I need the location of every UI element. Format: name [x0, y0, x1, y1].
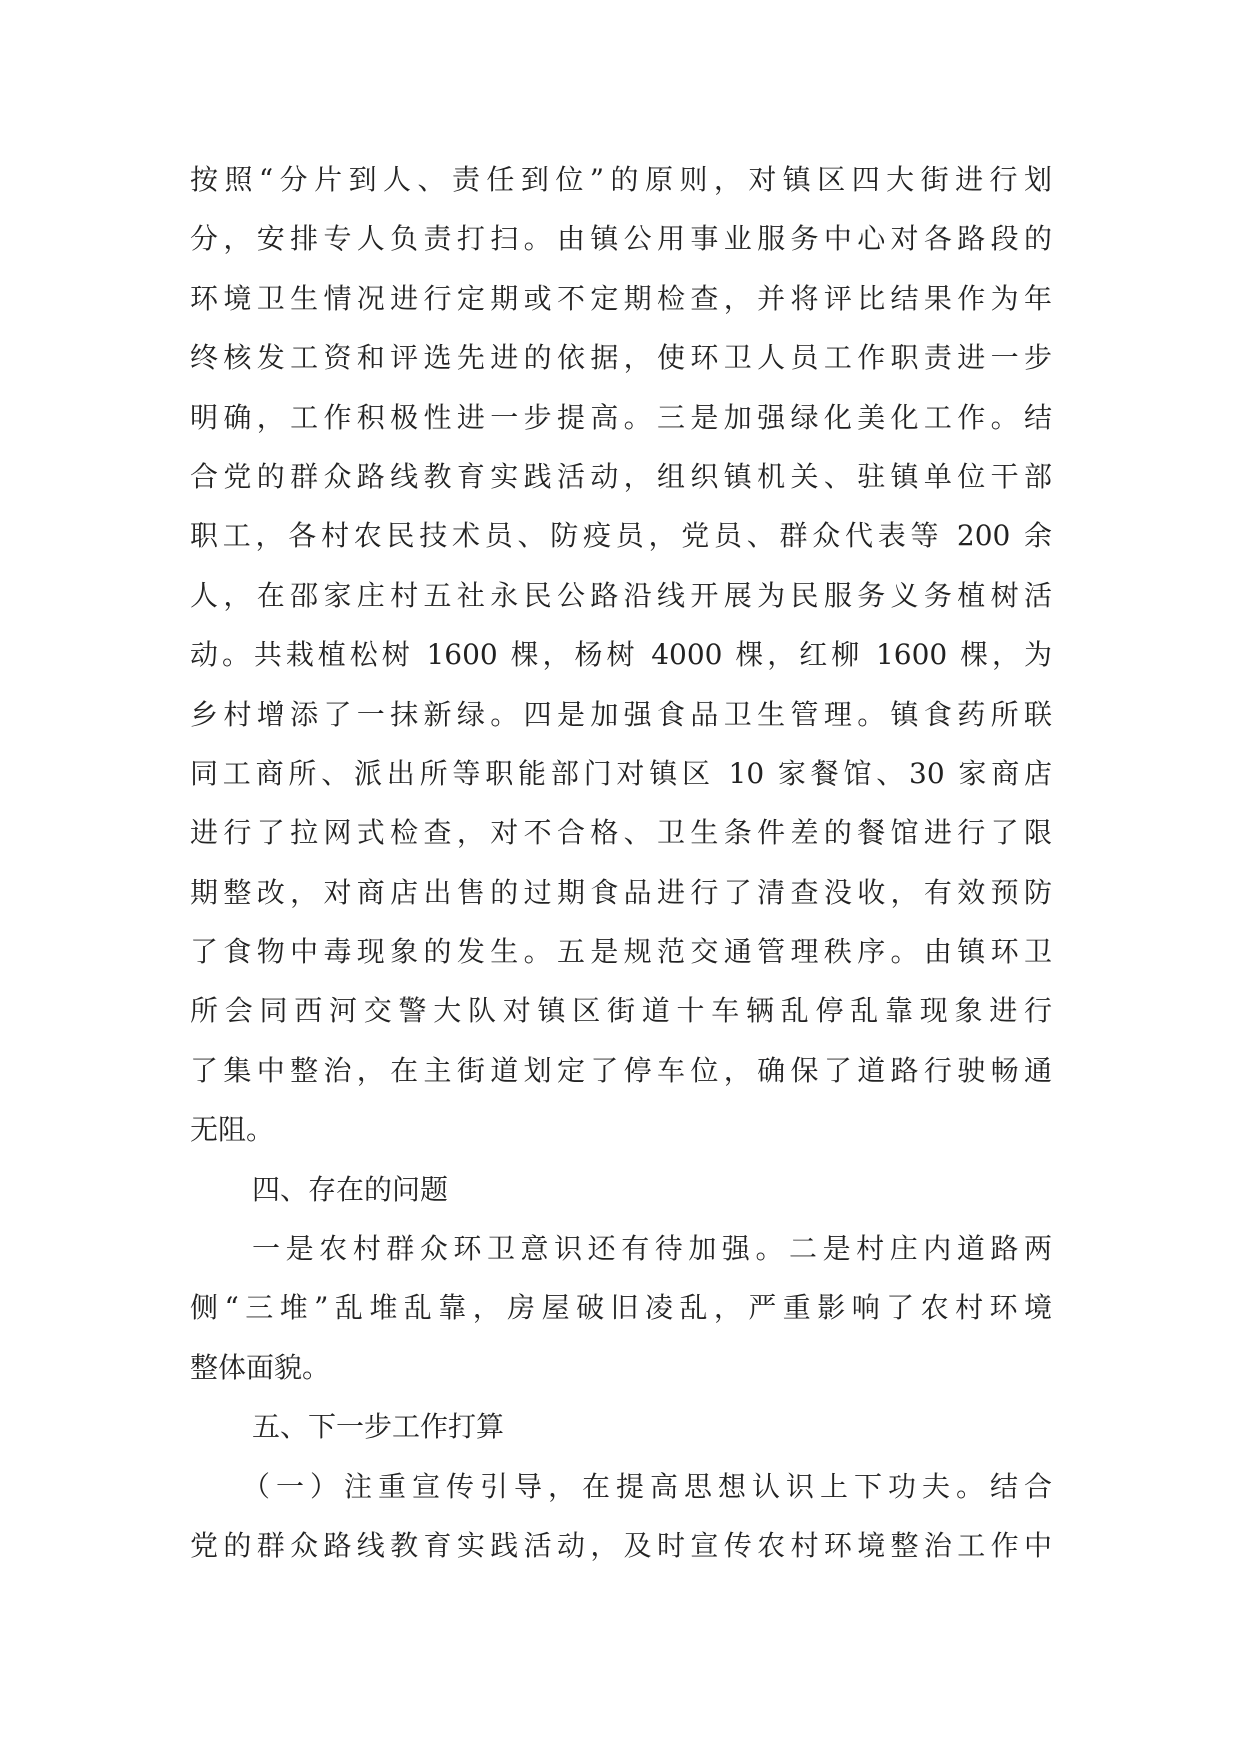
- text-line: 按照“分片到人、责任到位”的原则，对镇区四大街进行划: [190, 163, 1052, 196]
- text-line: 进行了拉网式检查，对不合格、卫生条件差的餐馆进行了限: [190, 816, 1052, 850]
- document-body: [190, 150, 1052, 1575]
- text-line: 乡村增添了一抹新绿。四是加强食品卫生管理。镇食药所联: [190, 697, 1052, 731]
- text-line: 动。共栽植松树 1600 棵，杨树 4000 棵，红柳 1600 棵，为: [190, 638, 1052, 672]
- text-line: 环境卫生情况进行定期或不定期检查，并将评比结果作为年: [190, 281, 1052, 315]
- text-line: 明确，工作积极性进一步提高。三是加强绿化美化工作。结: [190, 400, 1052, 434]
- text-line: 党的群众路线教育实践活动，及时宣传农村环境整治工作中: [190, 1528, 1052, 1562]
- text-line: 所会同西河交警大队对镇区街道十车辆乱停乱靠现象进行: [190, 994, 1052, 1028]
- text-line: 人，在邵家庄村五社永民公路沿线开展为民服务义务植树活: [190, 578, 1052, 612]
- text-line: 一是农村群众环卫意识还有待加强。二是村庄内道路两: [252, 1232, 1052, 1266]
- section-heading: 五、下一步工作打算: [252, 1410, 505, 1444]
- text-line: 了集中整治，在主街道划定了停车位，确保了道路行驶畅通: [190, 1053, 1052, 1087]
- text-line: 分，安排专人负责打扫。由镇公用事业服务中心对各路段的: [190, 222, 1052, 256]
- subsection-line: （一）注重宣传引导，在提高思想认识上下功夫。结合: [242, 1469, 1052, 1503]
- text-line: 合党的群众路线教育实践活动，组织镇机关、驻镇单位干部: [190, 459, 1052, 493]
- text-line: 了食物中毒现象的发生。五是规范交通管理秩序。由镇环卫: [190, 935, 1052, 969]
- text-line: 无阻。: [190, 1113, 275, 1147]
- text-line: 同工商所、派出所等职能部门对镇区 10 家餐馆、30 家商店: [190, 756, 1052, 790]
- text-line: 侧“三堆”乱堆乱靠，房屋破旧凌乱，严重影响了农村环境: [190, 1291, 1052, 1325]
- text-line: 终核发工资和评选先进的依据，使环卫人员工作职责进一步: [190, 341, 1052, 375]
- section-heading: 四、存在的问题: [252, 1172, 449, 1206]
- text-line: 整体面貌。: [190, 1350, 331, 1384]
- text-line: 期整改，对商店出售的过期食品进行了清查没收，有效预防: [190, 875, 1052, 909]
- text-line: 职工，各村农民技术员、防疫员，党员、群众代表等 200 余: [190, 519, 1052, 553]
